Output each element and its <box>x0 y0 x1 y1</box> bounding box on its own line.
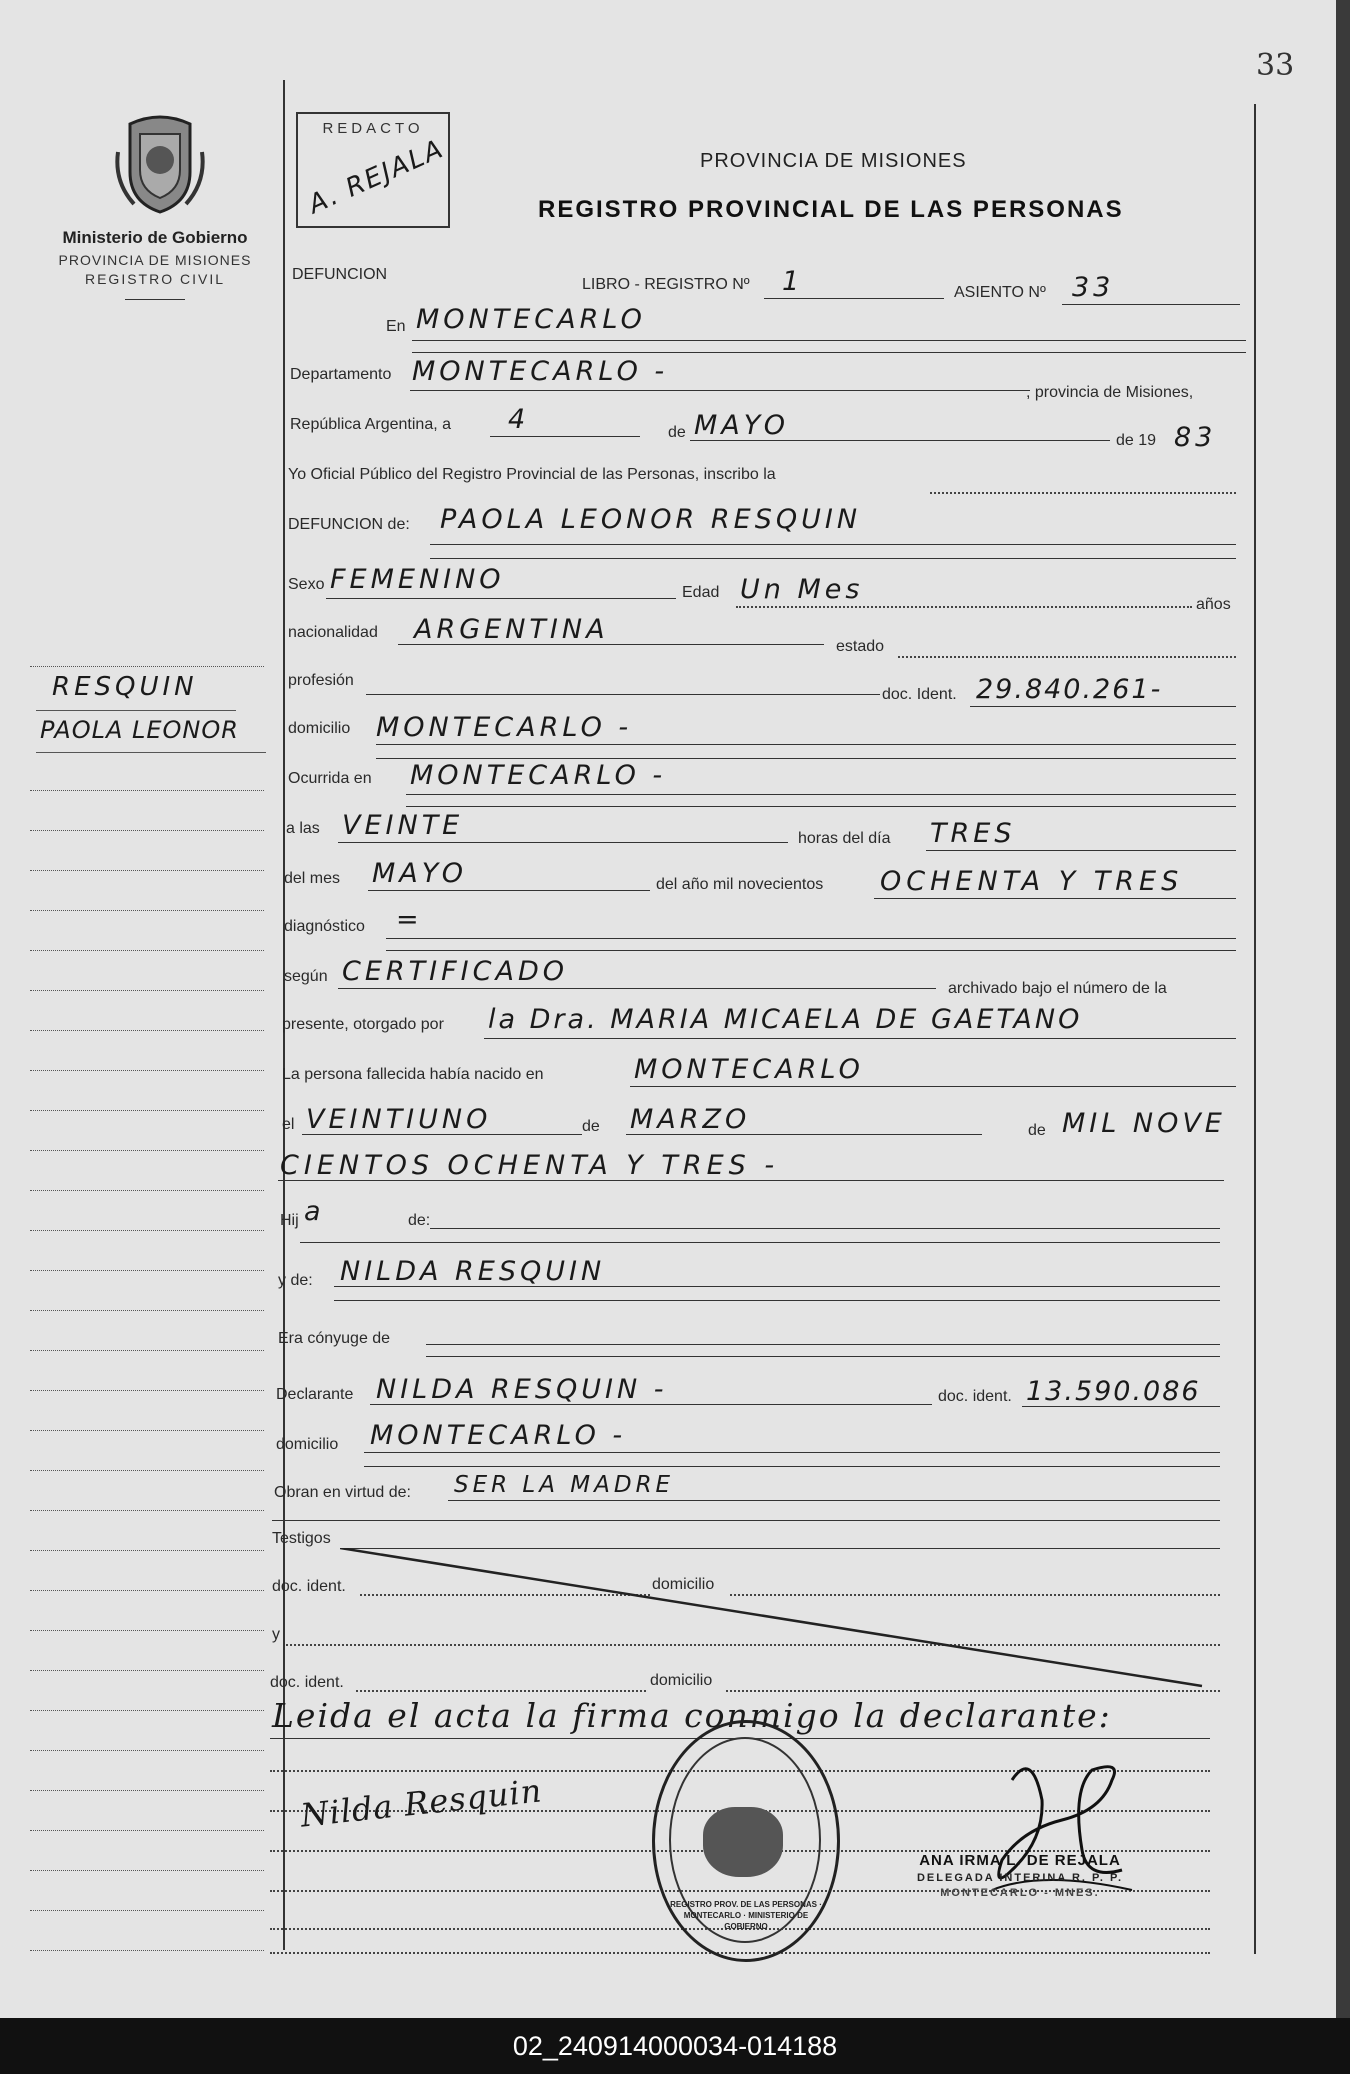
obran-value: SER LA MADRE <box>454 1472 675 1498</box>
diagnostico-value: = <box>396 904 423 935</box>
defuncion-de-label: DEFUNCION de: <box>288 516 410 533</box>
header-province: PROVINCIA DE MISIONES <box>700 150 967 172</box>
domicilio2-value: MONTECARLO - <box>370 1420 627 1451</box>
sexo-label: Sexo <box>288 576 325 593</box>
de3-label: de <box>1028 1122 1046 1139</box>
diagnostico-label: diagnóstico <box>284 918 365 935</box>
margin-line <box>30 1630 264 1631</box>
conyuge-label: Era cónyuge de <box>278 1330 391 1347</box>
margin-line <box>30 790 264 791</box>
y-label: y <box>272 1626 280 1643</box>
archivado-label: archivado bajo el número de la <box>948 980 1167 997</box>
declarante-label: Declarante <box>276 1386 354 1403</box>
margin-line <box>30 1830 264 1831</box>
margin-line <box>30 1870 264 1871</box>
redacto-stamp <box>296 112 450 228</box>
margin-line <box>30 1590 264 1591</box>
mes-value: MAYO <box>694 410 790 441</box>
ministry-block <box>30 228 280 300</box>
sexo-value: FEMENINO <box>330 564 505 595</box>
libro-value: 1 <box>782 266 804 297</box>
margin-line <box>30 1950 264 1951</box>
margin-line <box>30 1030 264 1031</box>
de-label: de <box>668 424 686 441</box>
margin-line <box>30 1750 264 1751</box>
footer-id: 02_240914000034-014188 <box>0 2018 1350 2074</box>
hij-de-label: de: <box>408 1212 431 1229</box>
profesion-label: profesión <box>288 672 354 689</box>
nacionalidad-value: ARGENTINA <box>414 614 609 645</box>
edad-value: Un Mes <box>740 574 864 605</box>
horas-value: TRES <box>930 818 1016 849</box>
official-name: ANA IRMA L. DE REJALA <box>919 1852 1121 1869</box>
presente-label: presente, otorgado por <box>282 1016 444 1033</box>
a-las-value: VEINTE <box>342 810 464 841</box>
anio-value: 83 <box>1174 422 1217 453</box>
segun-label: según <box>284 968 328 985</box>
departamento-label: Departamento <box>290 366 392 383</box>
margin-line <box>30 1230 264 1231</box>
margin-line <box>30 1150 264 1151</box>
margin-line <box>30 1710 264 1711</box>
asiento-label: ASIENTO Nº <box>954 284 1046 301</box>
declarante-value: NILDA RESQUIN - <box>376 1374 668 1405</box>
ocurrida-label: Ocurrida en <box>288 770 372 787</box>
margin-line <box>30 1110 264 1111</box>
oficial-text: Yo Oficial Público del Registro Provincial de las Personas, inscribo la <box>288 466 776 483</box>
margin-line <box>30 1270 264 1271</box>
el-value: VEINTIUNO <box>306 1104 492 1135</box>
ministry-registry: REGISTRO CIVIL <box>84 271 226 287</box>
anio-prefix: de 19 <box>1116 432 1157 449</box>
de2-label: de <box>582 1118 600 1135</box>
del-anio-value: OCHENTA Y TRES <box>880 866 1184 897</box>
anio2-value: MIL NOVE <box>1062 1108 1226 1139</box>
testigos-label: Testigos <box>272 1530 331 1547</box>
header-registry: REGISTRO PROVINCIAL DE LAS PERSONAS <box>538 196 1124 223</box>
yde-label: y de: <box>278 1272 313 1289</box>
obran-label: Obran en virtud de: <box>274 1484 411 1501</box>
domicilio2-label: domicilio <box>276 1436 339 1453</box>
nacionalidad-label: nacionalidad <box>288 624 378 641</box>
del-mes-value: MAYO <box>372 858 468 889</box>
margin-line <box>30 830 264 831</box>
ministry-province: PROVINCIA DE MISIONES <box>58 252 252 268</box>
nacido-value: MONTECARLO <box>634 1054 864 1085</box>
declarant-signature: Nilda Resquin <box>298 1771 544 1835</box>
redacto-label: REDACTO <box>322 120 424 137</box>
margin-name: PAOLA LEONOR <box>40 716 239 744</box>
margin-line <box>30 910 264 911</box>
doc-ident-value: 29.840.261- <box>976 674 1163 705</box>
margin-surname: RESQUIN <box>52 672 198 702</box>
doc-ident2-value: 13.590.086 <box>1026 1376 1201 1407</box>
doc-ident2-label: doc. ident. <box>938 1388 1012 1405</box>
domicilio4-label: domicilio <box>650 1672 713 1689</box>
page-edge <box>1336 0 1350 2018</box>
closing-text: Leida el acta la firma conmigo la declarante: <box>272 1696 1112 1735</box>
margin-line <box>30 1390 264 1391</box>
registry-seal <box>652 1720 840 1962</box>
departamento-value: MONTECARLO - <box>412 356 669 387</box>
edad-label: Edad <box>682 584 720 601</box>
page-number: 33 <box>1256 48 1295 83</box>
official-place: MONTECARLO - MNES. <box>940 1887 1100 1899</box>
segun-value: CERTIFICADO <box>342 956 568 987</box>
margin-line <box>30 1670 264 1671</box>
presente-value: la Dra. MARIA MICAELA DE GAETANO <box>488 1004 1083 1035</box>
anio2-cont: CIENTOS OCHENTA Y TRES - <box>280 1150 780 1181</box>
margin-line <box>30 1550 264 1551</box>
margin-line <box>30 1070 264 1071</box>
republica-label: República Argentina, a <box>290 416 451 433</box>
defuncion-de-value: PAOLA LEONOR RESQUIN <box>440 504 862 535</box>
hij-value: a <box>304 1196 325 1227</box>
margin-line <box>30 1350 264 1351</box>
mes2-value: MARZO <box>630 1104 751 1135</box>
margin-line <box>30 1470 264 1471</box>
doc-ident-label: doc. Ident. <box>882 686 957 703</box>
del-mes-label: del mes <box>284 870 341 887</box>
domicilio-value: MONTECARLO - <box>376 712 633 743</box>
provincia-suffix: , provincia de Misiones, <box>1026 384 1194 401</box>
seal-text: REGISTRO PROV. DE LAS PERSONAS · MONTECARLO · MINISTERIO DE GOBIERNO <box>670 1900 822 1931</box>
margin-line <box>30 1430 264 1431</box>
margin-line <box>30 870 264 871</box>
margin-line <box>30 1910 264 1911</box>
margin-line <box>30 1790 264 1791</box>
strike-through-mark <box>340 1548 1220 1688</box>
doc-ident3-label: doc. ident. <box>272 1578 346 1595</box>
asiento-value: 33 <box>1072 272 1115 303</box>
margin-line <box>30 1310 264 1311</box>
anios-label: años <box>1196 596 1231 613</box>
type-label: DEFUNCION <box>292 266 388 283</box>
estado-label: estado <box>836 638 885 655</box>
libro-label: LIBRO - REGISTRO Nº <box>582 276 750 293</box>
official-block <box>880 1852 1160 1899</box>
margin-line <box>30 950 264 951</box>
doc-ident4-label: doc. ident. <box>270 1674 344 1691</box>
en-value: MONTECARLO <box>416 304 646 335</box>
coat-of-arms-icon <box>110 112 210 216</box>
domicilio-label: domicilio <box>288 720 351 737</box>
official-title: DELEGADA INTERINA R. P. P. <box>916 1872 1124 1884</box>
en-label: En <box>386 318 406 335</box>
a-las-label: a las <box>286 820 320 837</box>
hij-label: Hij <box>280 1212 299 1229</box>
nacido-label: La persona fallecida había nacido en <box>282 1066 544 1083</box>
el-label: el <box>282 1116 295 1133</box>
horas-label: horas del día <box>798 830 891 847</box>
dia-value: 4 <box>508 404 530 435</box>
del-anio-label: del año mil novecientos <box>656 876 824 893</box>
redacto-signature: A. REJALA <box>304 133 449 221</box>
yde-value: NILDA RESQUIN <box>340 1256 606 1287</box>
margin-line <box>30 990 264 991</box>
margin-line <box>30 1190 264 1191</box>
ocurrida-value: MONTECARLO - <box>410 760 667 791</box>
ministry-title: Ministerio de Gobierno <box>62 228 248 247</box>
domicilio3-label: domicilio <box>652 1576 715 1593</box>
margin-line <box>30 1510 264 1511</box>
